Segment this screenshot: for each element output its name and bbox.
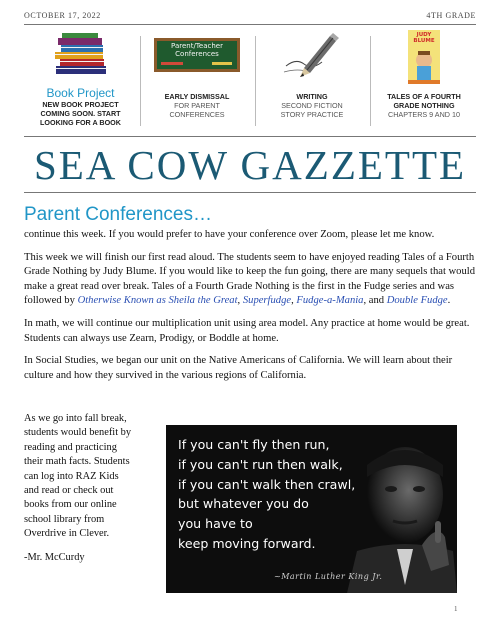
stack-of-books-icon bbox=[52, 32, 110, 81]
article-paragraph-reading: This week we will finish our first read aloud. The students seem to have enjoyed reading Tales of a Fourth Grade Nothing by Judy Blume. If you would like to keep the fun going, there are many sequels that would make a great read over break. Tales of a Fourth Grade Nothing is the first in the Fudge series and was followed by Otherwise Known as Sheila the Great, Superfudge, Fudge-a-Mania, and Double Fudge. bbox=[24, 251, 476, 307]
article-body bbox=[24, 228, 476, 383]
masthead-top-rule bbox=[24, 136, 476, 137]
feature-title: WRITING bbox=[296, 92, 328, 101]
issue-date: OCTOBER 17, 2022 bbox=[24, 11, 101, 20]
feature-subtitle: FOR PARENT CONFERENCES bbox=[169, 101, 225, 119]
book-title-link[interactable]: Otherwise Known as Sheila the Great bbox=[77, 295, 238, 307]
grade-label: 4TH GRADE bbox=[426, 11, 476, 20]
feature-read-aloud bbox=[372, 30, 476, 134]
feature-subtitle: CHAPTERS 9 AND 10 bbox=[388, 110, 460, 119]
feature-strip bbox=[24, 30, 476, 134]
book-title-link[interactable]: Double Fudge bbox=[386, 295, 448, 307]
mlk-quote-image bbox=[166, 425, 457, 593]
side-note bbox=[24, 412, 134, 565]
feature-divider bbox=[370, 36, 371, 126]
feature-book-project bbox=[24, 30, 137, 134]
newsletter-masthead: SEA COW GAZZETTE bbox=[33, 142, 467, 188]
book-title-link[interactable]: Superfudge bbox=[242, 295, 292, 307]
feature-title: EARLY DISMISSAL bbox=[164, 92, 230, 101]
feature-title: TALES OF A FOURTH GRADE NOTHING bbox=[387, 92, 461, 110]
chalkboard-text: Parent/Teacher Conferences bbox=[171, 42, 223, 58]
feature-divider bbox=[255, 36, 256, 126]
article-paragraph-social-studies: In Social Studies, we began our unit on the Native Americans of California. We will learn about their culture and how they survived in the various regions of California. bbox=[24, 355, 453, 381]
masthead-bottom-rule bbox=[24, 192, 476, 193]
page-number: 1 bbox=[454, 605, 458, 613]
header-rule bbox=[24, 24, 476, 25]
feature-early-dismissal bbox=[142, 30, 252, 134]
quote-signature: ~Martin Luther King Jr. bbox=[274, 572, 383, 581]
pencil-icon bbox=[282, 32, 342, 85]
article-paragraph: continue this week. If you would prefer to have your conference over Zoom, please let me know. bbox=[24, 229, 435, 240]
book-title-link[interactable]: Fudge-a-Mania bbox=[296, 295, 364, 307]
chalkboard-icon bbox=[154, 38, 240, 72]
feature-writing bbox=[257, 30, 367, 134]
feature-divider bbox=[140, 36, 141, 126]
feature-subtitle: NEW BOOK PROJECT COMING SOON. START LOOKING FOR A BOOK bbox=[40, 100, 121, 127]
book-cover-icon bbox=[408, 30, 440, 84]
article-heading: Parent Conferences… bbox=[24, 204, 212, 225]
article-paragraph-math: In math, we will continue our multiplication unit using area model. Any practice at home would be great. Students can always use Zearn, Prodigy, or Boddle at home. bbox=[24, 317, 470, 344]
header-bar bbox=[24, 8, 476, 22]
feature-subtitle: SECOND FICTION STORY PRACTICE bbox=[280, 101, 344, 119]
signoff: -Mr. McCurdy bbox=[24, 551, 85, 563]
book-cover-title: JUDY BLUME bbox=[413, 32, 435, 44]
quote-text: If you can't fly then run, if you can't run then walk, if you can't walk then crawl, but whatever you do you have to keep moving forward. bbox=[178, 437, 356, 551]
feature-title: Book Project bbox=[46, 86, 115, 100]
side-note-text: As we go into fall break, students would benefit by reading and practicing their math facts. Students can log into RAZ Kids and read or check out books from our online school library from Overdrive in Clever. bbox=[24, 413, 132, 540]
